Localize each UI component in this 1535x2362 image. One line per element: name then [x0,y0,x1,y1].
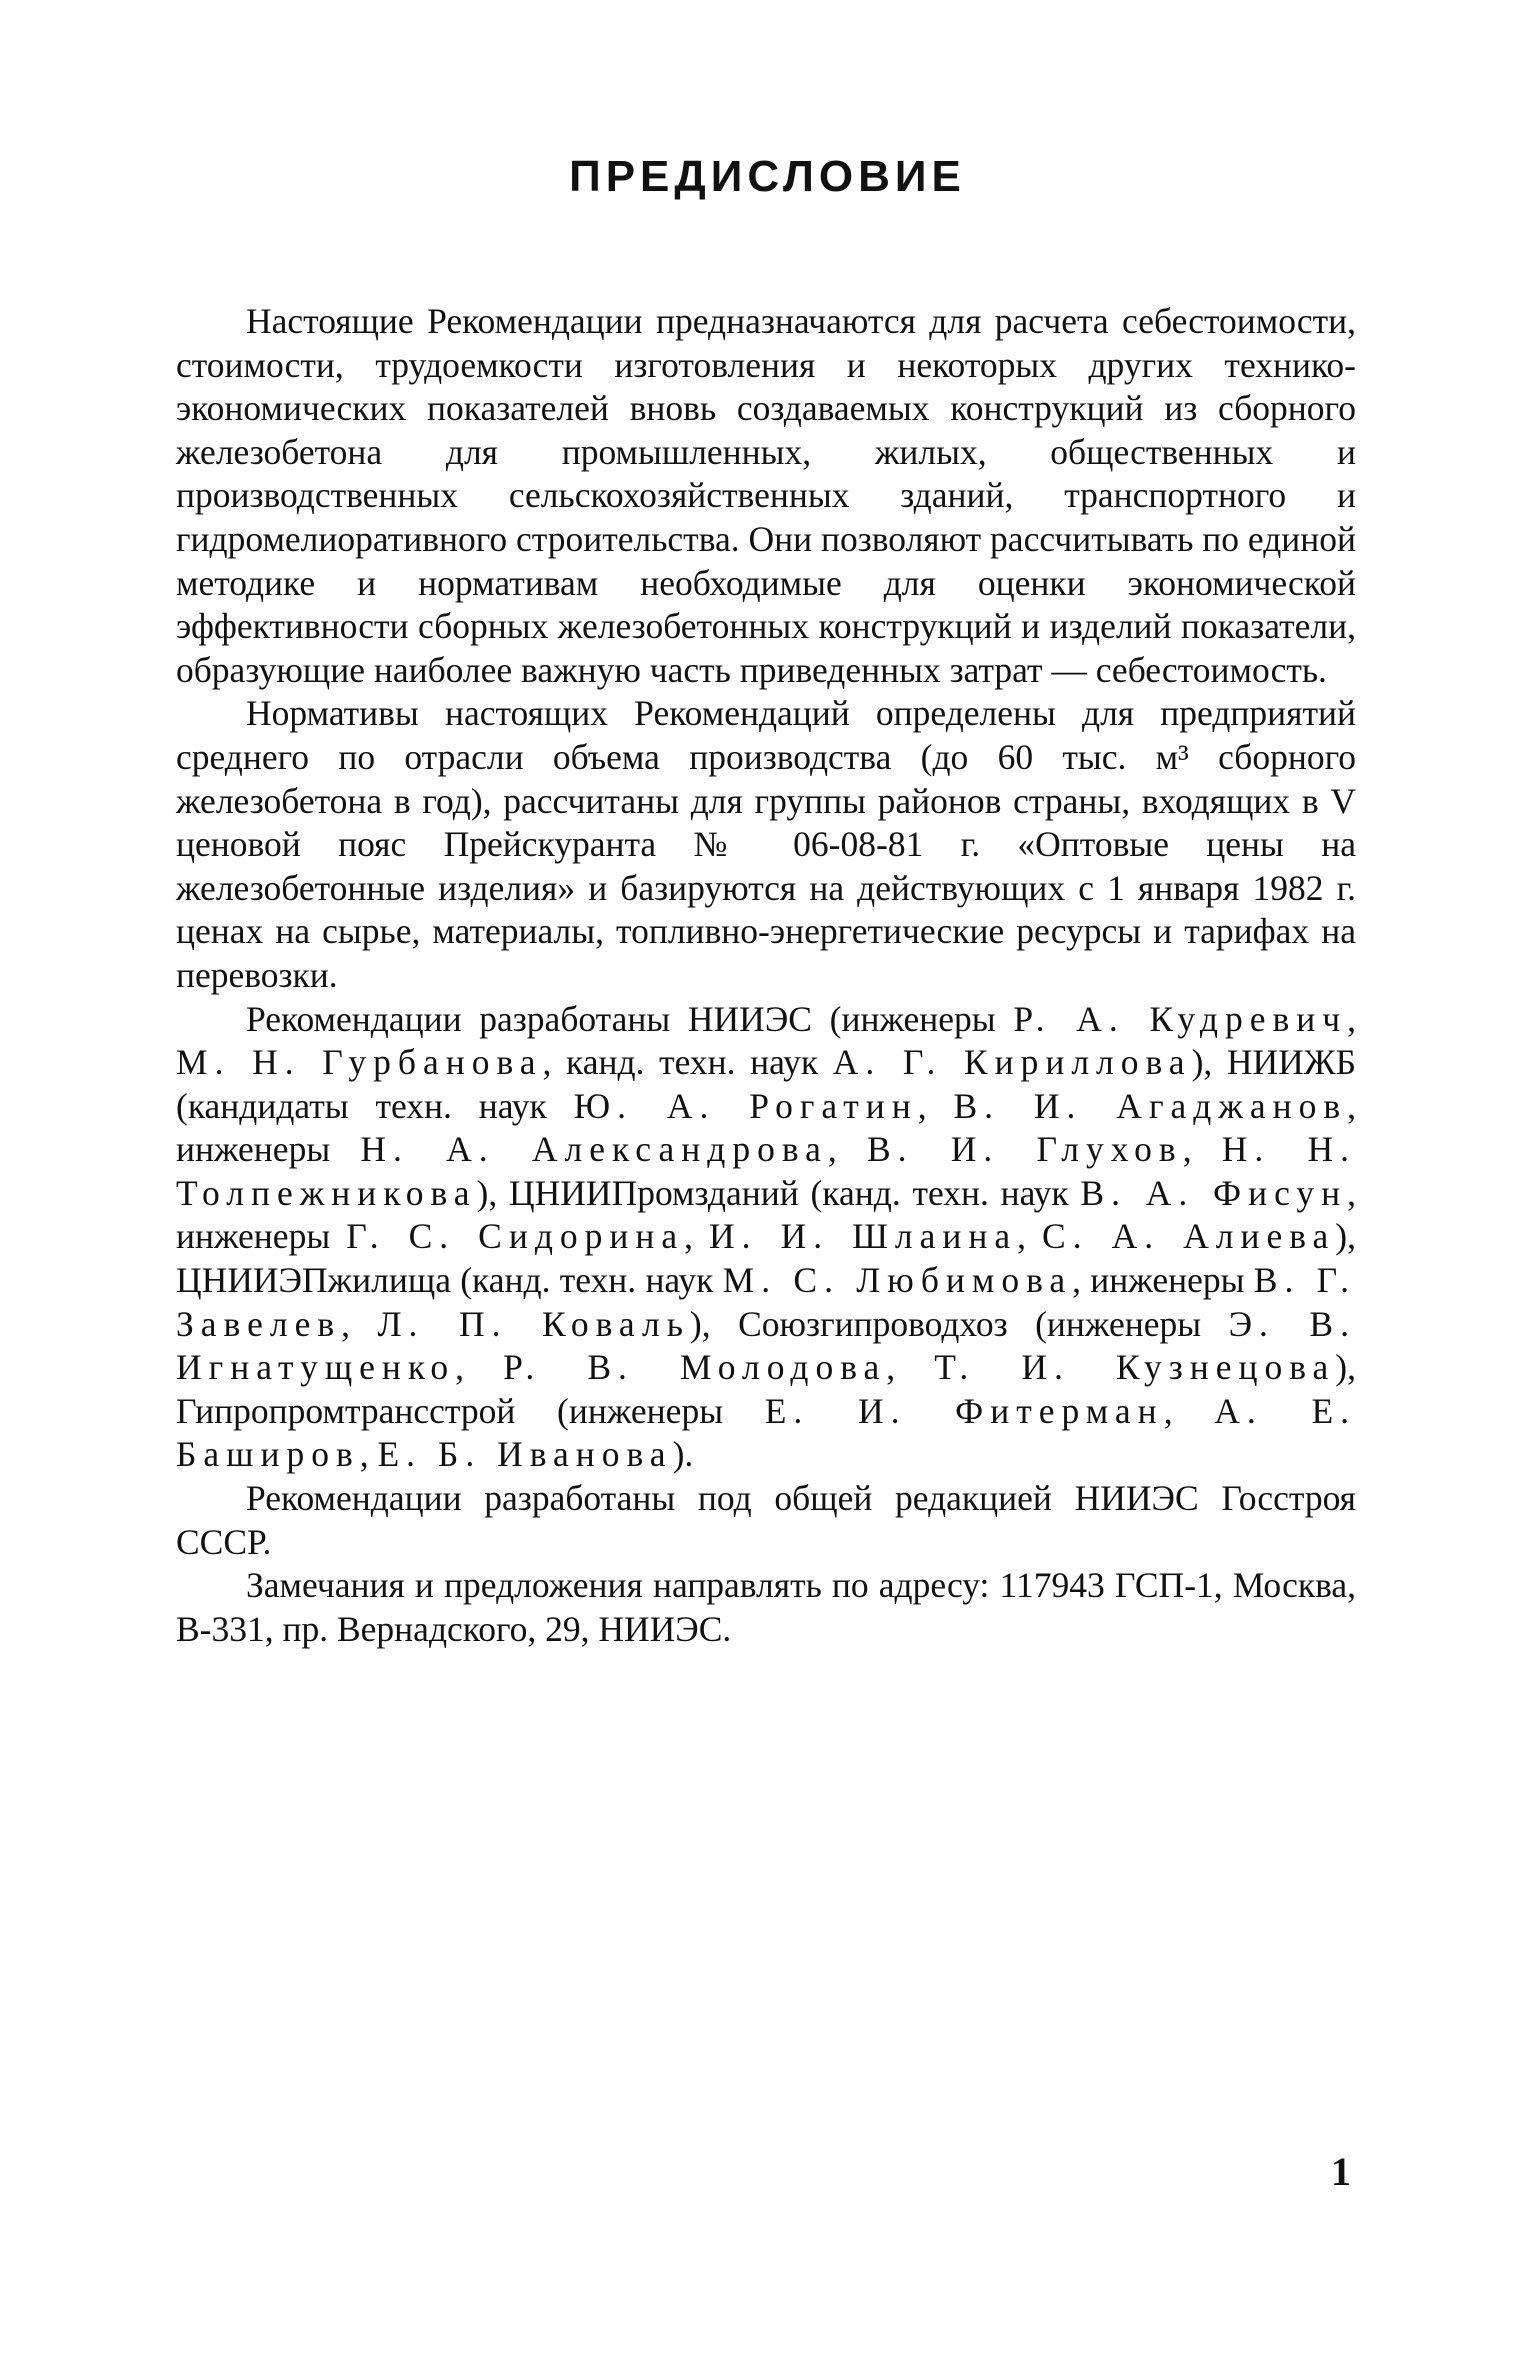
author-name: В. И. Глухов [866,1129,1183,1170]
author-name: М. С. Любимова [722,1260,1073,1301]
author-name: Н. Н. Толпежникова [176,1129,1357,1213]
author-name: В. А. Фисун [1080,1172,1348,1213]
page-number: 1 [1331,2149,1351,2194]
author-name: Т. И. Кузнецова [934,1347,1336,1388]
author-name: Н. А. Александрова [360,1129,828,1170]
paragraph-editorial: Рекомендации разработаны под общей редакцией НИИЭС Госстроя СССР. [176,1478,1356,1562]
paragraph-authors: Рекомендации разработаны НИИЭС (инженеры Р. А. Кудревич, М. Н. Гурбанова, канд. техн. наук А. Г. Кириллова), НИИЖБ (кандидаты техн. наук Ю. А. Рогатин, В. И. Агаджанов, инженеры Н. А. Александрова, В. И. Глухов, Н. Н. Толпежникова), ЦНИИПромзданий (канд. техн. наук В. А. Фисун, инженеры Г. С. Сидорина, И. И. Шлаина, С. А. Алиева), ЦНИИЭПжилища (канд. техн. наук М. С. Любимова, инженеры В. Г. Завелев, Л. П. Коваль), Союзгипроводхоз (инженеры Э. В. Игнатущенко, Р. В. Молодова, Т. И. Кузнецова), Гипропромтрансстрой (инженеры Е. И. Фитерман, А. Е. Баширов, Е. Б. Иванова). [176,998,1357,1475]
author-name: Э. В. Игнатущенко [176,1303,1356,1388]
author-name: Р. А. Кудревич [1013,998,1348,1039]
author-name: Е. Б. Иванова [377,1434,673,1475]
preface-text [176,300,1356,1651]
author-name: Ю. А. Рогатин [573,1085,918,1126]
author-name: Г. С. Сидорина [346,1216,685,1257]
author-name: Е. И. Фитерман [764,1390,1164,1431]
author-name: Р. В. Молодова [503,1347,887,1388]
author-name: В. Г. Завелев [176,1260,1356,1344]
author-name: А. Е. Баширов [176,1390,1357,1475]
author-name: А. Г. Кириллова [832,1042,1192,1083]
paragraph-address: Замечания и предложения направлять по адресу: 117943 ГСП-1, Москва, В-331, пр. Вернадского, 29, НИИЭС. [176,1565,1356,1649]
author-name: М. Н. Гурбанова [176,1042,543,1083]
author-name: С. А. Алиева [1042,1216,1336,1257]
author-name: И. И. Шлаина [709,1216,1018,1257]
author-name: Л. П. Коваль [377,1303,690,1344]
paragraph-norms: Нормативы настоящих Рекомендаций определены для предприятий среднего по отрасли объема производства (до 60 тыс. м³ сборного железобетона в год), рассчитаны для группы районов страны, входящих в V ценовой пояс Прейскуранта № 06-08-81 г. «Оптовые цены на железобетонные изделия» и базируются на действующих с 1 января 1982 г. ценах на сырье, материалы, топливно-энергетические ресурсы и тарифах на перевозки. [176,693,1356,995]
paragraph-purpose: Настоящие Рекомендации предназначаются для расчета себестоимости, стоимости, трудоемкости изготовления и некоторых других технико-экономических показателей вновь создаваемых конструкций из сборного железобетона для промышленных, жилых, общественных и производственных сельскохозяйственных зданий, транспортного и гидромелиоративного строительства. Они позволяют рассчитывать по единой методике и нормативам необходимые для оценки экономической эффективности сборных железобетонных конструкций и изделий показатели, образующие наиболее важную часть приведенных затрат — себестоимость. [176,301,1357,690]
page-title: ПРЕДИСЛОВИЕ [569,152,966,201]
author-name: В. И. Агаджанов [953,1085,1348,1126]
